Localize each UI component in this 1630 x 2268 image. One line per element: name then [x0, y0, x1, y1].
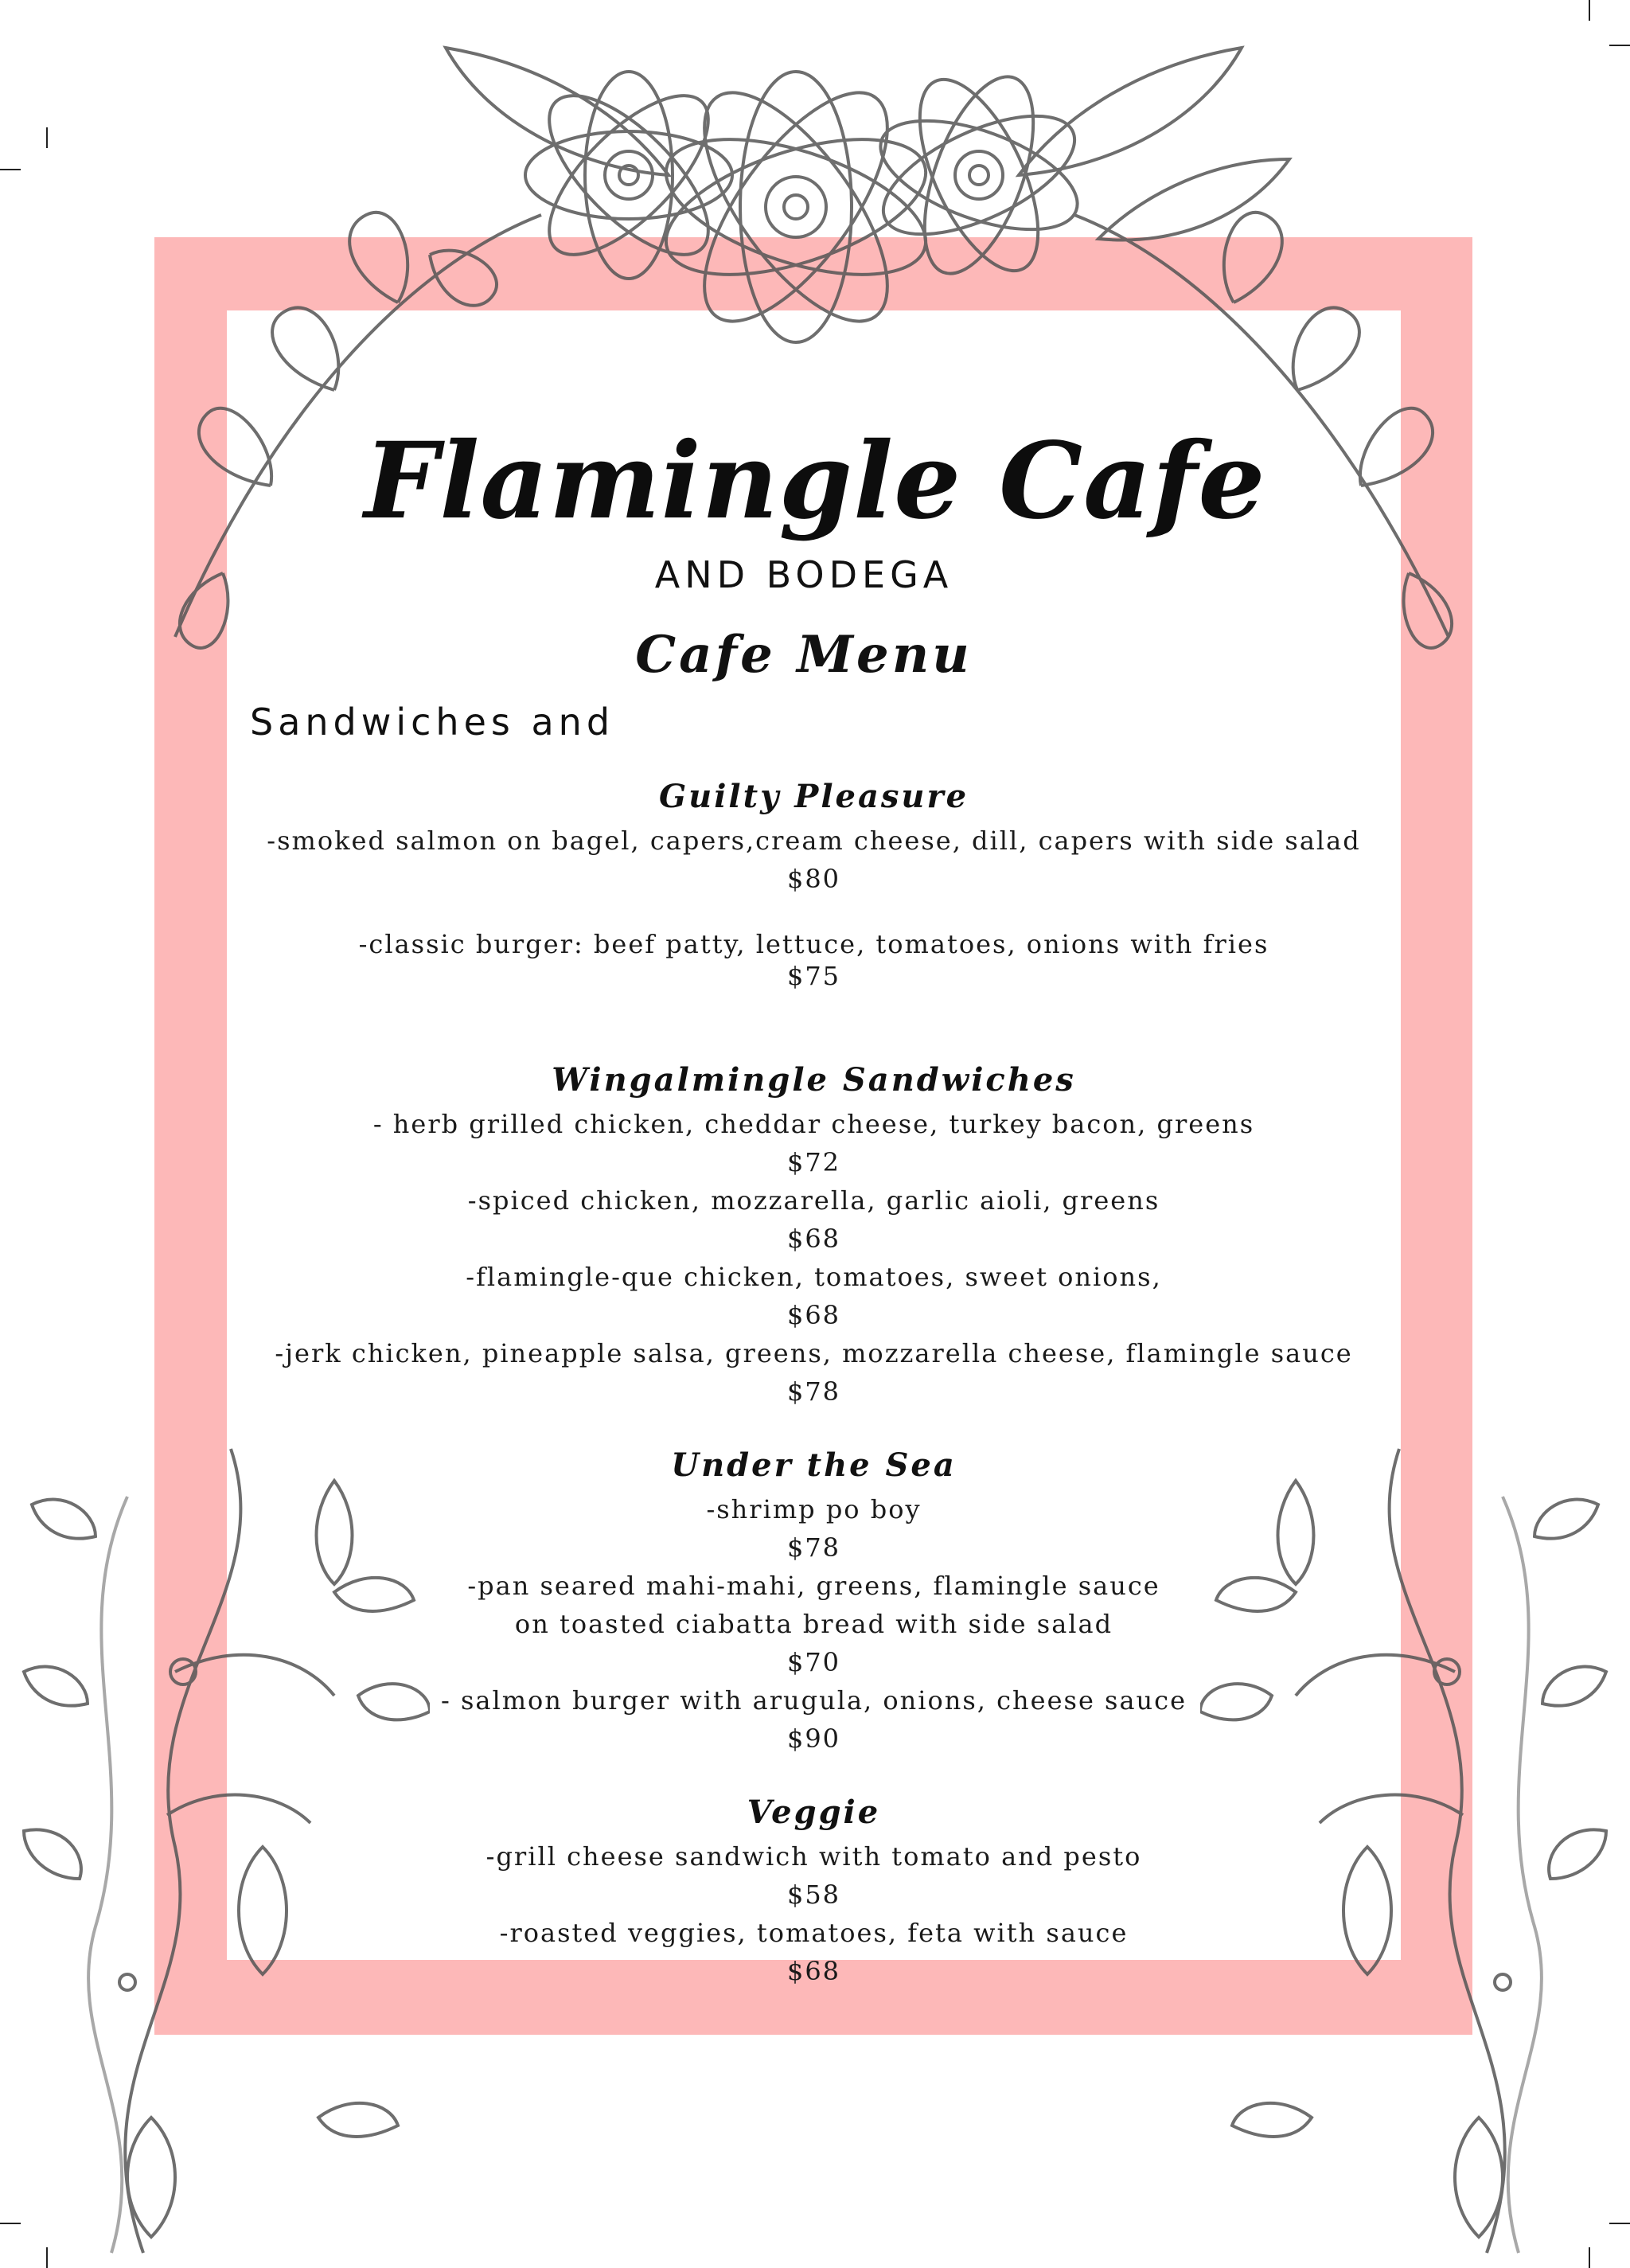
menu-item-price: $90 — [786, 1723, 841, 1754]
menu-item-description: -smoked salmon on bagel, capers,cream cheese, dill, capers with side salad — [267, 826, 1361, 856]
section-label: Sandwiches and — [250, 701, 615, 744]
crop-mark — [0, 2223, 21, 2224]
crop-mark — [1609, 45, 1630, 46]
menu-item-price: $78 — [786, 1376, 841, 1407]
category-heading: Under the Sea — [671, 1446, 957, 1484]
menu-item-description: -shrimp po boy — [706, 1494, 922, 1524]
category-heading: Veggie — [747, 1794, 881, 1831]
menu-item-price: $72 — [786, 1147, 841, 1177]
crop-mark — [0, 169, 21, 170]
category-heading: Wingalmingle Sandwiches — [552, 1061, 1076, 1099]
category-heading: Guilty Pleasure — [658, 778, 969, 815]
menu-item-price: $68 — [786, 1224, 841, 1254]
menu-item-description: - salmon burger with arugula, onions, cheese sauce — [440, 1685, 1187, 1716]
menu-item-description: -grill cheese sandwich with tomato and pesto — [485, 1841, 1142, 1872]
menu-item-description: -classic burger: beef patty, lettuce, tomatoes, onions with fries — [358, 929, 1269, 959]
menu-item-price: $68 — [786, 1300, 841, 1330]
menu-item-description: on toasted ciabatta bread with side salad — [514, 1609, 1113, 1639]
menu-heading: Cafe Menu — [635, 625, 973, 685]
crop-mark — [1609, 2223, 1630, 2224]
page-title: Flamingle Cafe — [364, 420, 1266, 543]
menu-item-description: -pan seared mahi-mahi, greens, flamingle sauce — [467, 1571, 1160, 1601]
menu-item-price: $78 — [786, 1532, 841, 1563]
menu-content — [227, 772, 1401, 1990]
menu-item-description: -spiced chicken, mozzarella, garlic aioli, greens — [467, 1185, 1160, 1216]
crop-mark — [1589, 0, 1590, 21]
menu-item-description: -jerk chicken, pineapple salsa, greens, mozzarella cheese, flamingle sauce — [275, 1338, 1353, 1368]
crop-mark — [1589, 2247, 1590, 2268]
menu-item-price: $70 — [786, 1647, 841, 1677]
crop-mark — [46, 127, 48, 148]
crop-mark — [46, 2247, 48, 2268]
menu-item-price: $80 — [786, 864, 841, 894]
menu-item-price: $68 — [786, 1956, 841, 1986]
menu-item-price: $75 — [786, 961, 841, 991]
menu-item-description: - herb grilled chicken, cheddar cheese, turkey bacon, greens — [372, 1109, 1255, 1139]
menu-item-price: $58 — [786, 1880, 841, 1910]
menu-item-description: -flamingle-que chicken, tomatoes, sweet onions, — [466, 1262, 1162, 1292]
page-subtitle: AND BODEGA — [654, 553, 953, 596]
menu-item-description: -roasted veggies, tomatoes, feta with sauce — [499, 1918, 1129, 1948]
